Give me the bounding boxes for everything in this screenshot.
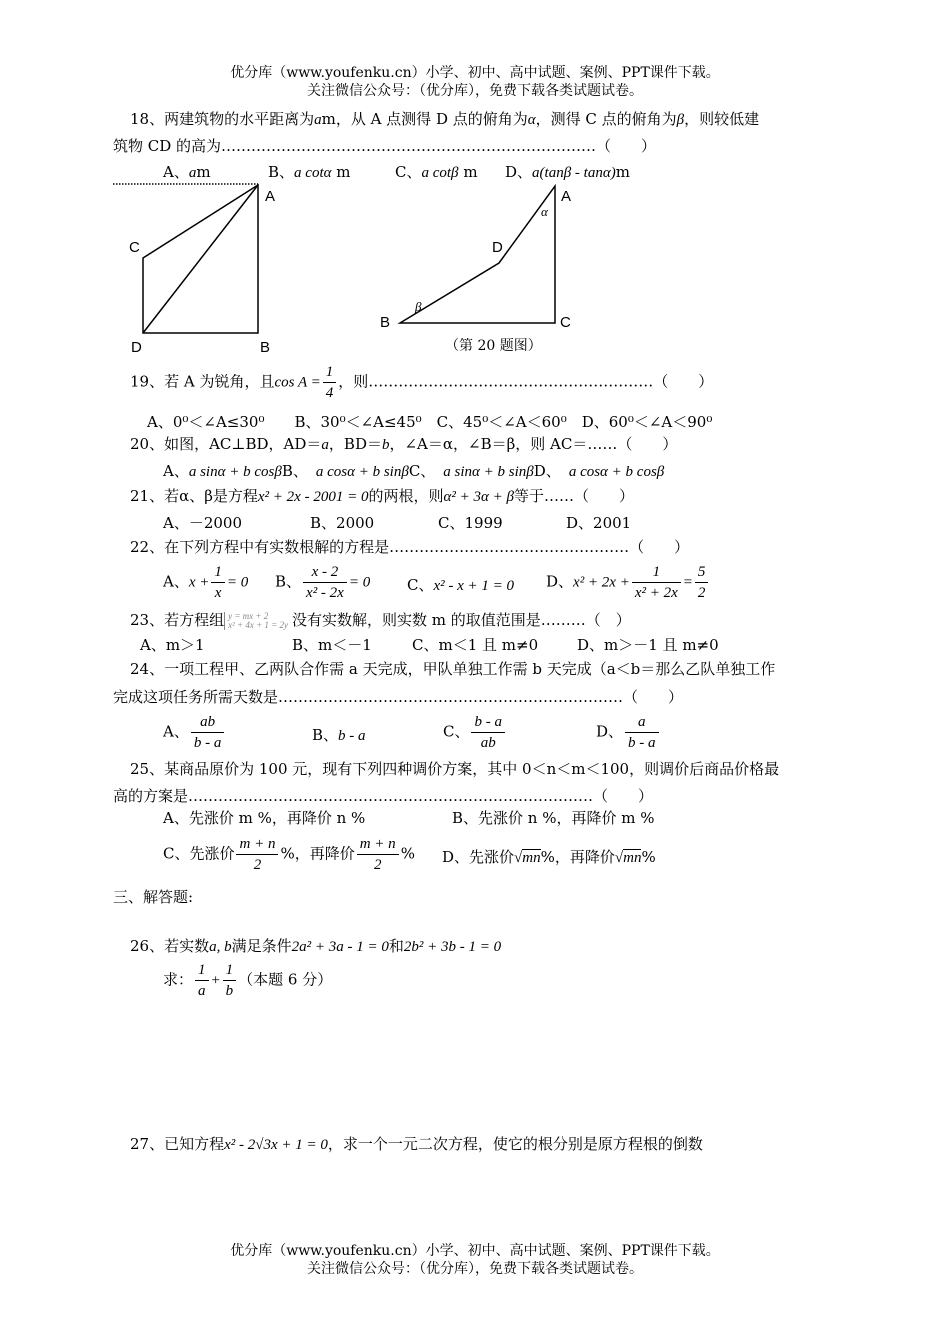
q26-plus: + bbox=[210, 972, 221, 989]
q25-option-a: A、先涨价 m %，再降价 n % bbox=[163, 809, 366, 827]
footer-line-1: 优分库（www.youfenku.cn）小学、初中、高中试题、案例、PPT课件下载。 bbox=[230, 1243, 720, 1259]
q26-ask bbox=[163, 960, 332, 1001]
q27-tail: ，求一个一元二次方程，使它的根分别是原方程根的倒数 bbox=[327, 1135, 703, 1153]
q26-num1: 1 bbox=[195, 960, 209, 981]
q23-system-eq1: y = mx + 2 bbox=[228, 611, 269, 621]
q20-a: a bbox=[321, 437, 329, 453]
q25-option-c-den2: 2 bbox=[373, 857, 382, 873]
question-20 bbox=[130, 433, 677, 454]
q22-option-a-frac bbox=[211, 562, 225, 603]
q23-system bbox=[224, 612, 288, 630]
q22-option-a-pre: x + bbox=[188, 574, 210, 591]
fig18-label-c: C bbox=[129, 239, 140, 256]
fig20-beta: β bbox=[415, 299, 422, 314]
q24-option-c-label: C、 bbox=[443, 722, 470, 741]
q26-score: （本题 6 分） bbox=[238, 970, 333, 989]
q24-option-a-label: A、 bbox=[163, 722, 189, 741]
q24-option-c bbox=[443, 712, 507, 753]
question-23 bbox=[130, 609, 631, 630]
q18-var-a: a bbox=[314, 112, 322, 128]
q26-eq1: 2a² + 3a - 1 = 0 bbox=[291, 939, 389, 955]
q20-option-b-label: B、 bbox=[281, 462, 308, 480]
q24-option-d-den: b - a bbox=[628, 735, 656, 751]
q21-expression: α² + 3α + β bbox=[443, 489, 514, 505]
q25-option-c-num2: m + n bbox=[357, 834, 399, 855]
q20-option-a-value: a sinα + b cosβ bbox=[188, 464, 282, 480]
q20-text: 20、如图，AC⊥BD，AD＝ bbox=[130, 435, 322, 453]
q18-option-b-label: B、 bbox=[268, 163, 295, 181]
q26-and: 和 bbox=[388, 937, 404, 955]
question-24-line-1: 24、一项工程甲、乙两队合作需 a 天完成，甲队单独工作需 b 天完成（a＜b＝那么乙队单独工作 bbox=[130, 660, 776, 678]
fig20-label-a: A bbox=[561, 188, 572, 205]
q22-option-a-post: = 0 bbox=[226, 574, 249, 591]
q25-option-c-mid: %，再降价 bbox=[280, 844, 355, 863]
q21-text: 21、若α、β是方程 bbox=[130, 487, 258, 505]
q24-option-b-label: B、 bbox=[312, 726, 339, 744]
fig18-label-d: D bbox=[131, 339, 142, 356]
q26-mid: 满足条件 bbox=[231, 937, 292, 955]
question-27 bbox=[130, 1133, 703, 1154]
header-line-2: 关注微信公众号：（优分库），免费下载各类试题试卷。 bbox=[307, 83, 643, 99]
q22-option-b-num: x - 2 bbox=[303, 562, 347, 583]
q24-option-d bbox=[596, 712, 661, 753]
q21-equation: x² + 2x - 2001 = 0 bbox=[257, 489, 369, 505]
q27-text: 27、已知方程 bbox=[130, 1135, 225, 1153]
q26-den1: a bbox=[198, 983, 206, 999]
q22-option-d-pre: x² + 2x + bbox=[573, 574, 630, 591]
q25-option-d-sqrt2: mn bbox=[623, 850, 642, 866]
fig20-label-d: D bbox=[492, 239, 503, 256]
q24-option-c-frac bbox=[471, 712, 505, 753]
q22-option-d-den: x² + 2x bbox=[634, 585, 678, 601]
q25-option-d-sqrt: mn bbox=[522, 850, 541, 866]
q26-eq2: 2b² + 3b - 1 = 0 bbox=[403, 939, 502, 955]
fig18-label-a: A bbox=[265, 188, 276, 205]
q18-text: 18、两建筑物的水平距离为 bbox=[130, 110, 315, 128]
q24-option-a bbox=[163, 712, 226, 753]
q19-num: 1 bbox=[323, 362, 337, 383]
q18-option-a-label: A、 bbox=[163, 163, 189, 181]
q20-tail: ，∠A＝α，∠B＝β，则 AC＝……（ ） bbox=[389, 435, 678, 453]
q20-option-c-label: C、 bbox=[408, 462, 436, 480]
q25-option-b: B、先涨价 n %，再降价 m % bbox=[452, 809, 655, 827]
question-24-line-2: 完成这项任务所需天数是……………………………………………………………（ ） bbox=[113, 688, 684, 706]
question-18-line-1 bbox=[130, 108, 759, 129]
q26-num2: 1 bbox=[223, 960, 237, 981]
q18-beta: β bbox=[676, 112, 685, 128]
q26-ask-label: 求： bbox=[163, 970, 194, 989]
q21-option-b: B、2000 bbox=[310, 514, 375, 532]
q22-option-a-den: x bbox=[214, 585, 222, 601]
q25-option-c-den: 2 bbox=[253, 857, 262, 873]
q18-text-d: ，则较低建 bbox=[684, 110, 760, 128]
question-21 bbox=[130, 485, 634, 506]
q20-option-d-label: D、 bbox=[533, 462, 561, 480]
q27-equation: x² - 2√3x + 1 = 0 bbox=[224, 1137, 328, 1153]
q23-tail: 没有实数解，则实数 m 的取值范围是………（ ） bbox=[292, 611, 631, 629]
q22-option-d bbox=[546, 562, 710, 603]
footer-line-2: 关注微信公众号：（优分库），免费下载各类试题试卷。 bbox=[307, 1261, 643, 1277]
q23-option-c: C、m＜1 且 m≠0 bbox=[412, 636, 539, 654]
q18-option-d-value: a(tanβ - tanα) bbox=[532, 165, 616, 181]
q21-option-d: D、2001 bbox=[566, 514, 632, 532]
section-3-title: 三、解答题: bbox=[113, 888, 194, 906]
q25-option-c-frac bbox=[236, 834, 278, 875]
q21-option-a: A、－2000 bbox=[163, 514, 243, 532]
q25-option-c-post: % bbox=[400, 844, 415, 863]
q22-option-a-label: A、 bbox=[163, 572, 189, 591]
q24-option-d-frac bbox=[625, 712, 659, 753]
fig20-caption: （第 20 题图） bbox=[445, 338, 542, 354]
q24-option-d-num: a bbox=[625, 712, 659, 733]
q24-option-a-den: b - a bbox=[193, 735, 222, 751]
q25-option-d-mid: %，再降价 bbox=[540, 848, 615, 866]
q22-option-c-value: x² - x + 1 = 0 bbox=[433, 578, 515, 594]
q21-tail: 等于……（ ） bbox=[513, 487, 634, 505]
question-25-line-2: 高的方案是………………………………………………………………………（ ） bbox=[113, 787, 654, 805]
q20-option-a-label: A、 bbox=[163, 462, 189, 480]
q24-option-c-num: b - a bbox=[471, 712, 505, 733]
q22-option-d-den2: 2 bbox=[697, 585, 706, 601]
fig18-diagonal bbox=[143, 185, 258, 333]
q25-option-c-frac2 bbox=[357, 834, 399, 875]
q26-den2: b bbox=[225, 983, 234, 999]
q18-option-c-unit: m bbox=[463, 163, 478, 181]
q26-text: 26、若实数 bbox=[130, 937, 210, 955]
header-line-1: 优分库（www.youfenku.cn）小学、初中、高中试题、案例、PPT课件下载。 bbox=[230, 65, 720, 81]
fig18-label-b: B bbox=[260, 339, 271, 356]
q22-option-d-frac bbox=[632, 562, 681, 603]
q19-text: 19、若 A 为锐角，且 bbox=[130, 372, 275, 391]
q21-option-c: C、1999 bbox=[438, 514, 503, 532]
q19-options: A、0⁰＜∠A≤30⁰ B、30⁰＜∠A≤45⁰ C、45⁰＜∠A＜60⁰ D、60⁰＜∠A＜90⁰ bbox=[147, 413, 713, 431]
q22-option-b-label: B、 bbox=[275, 572, 302, 591]
q25-option-c-pre: C、先涨价 bbox=[163, 844, 235, 863]
q22-option-d-num: 1 bbox=[632, 562, 681, 583]
fig20-label-c: C bbox=[560, 314, 571, 331]
q20-option-d-value: a cosα + b cosβ bbox=[568, 464, 665, 480]
q18-option-d-label: D、 bbox=[505, 163, 533, 181]
q20-mid: ，BD＝ bbox=[328, 435, 382, 453]
q18-option-b-unit: m bbox=[336, 163, 351, 181]
q19-cos: cos A = bbox=[274, 374, 321, 391]
fig20-alpha: α bbox=[541, 204, 548, 219]
q26-frac2 bbox=[223, 960, 237, 1001]
q22-option-a bbox=[163, 562, 248, 603]
q18-text-c: ，测得 C 点的俯角为 bbox=[535, 110, 677, 128]
q22-option-b-post: = 0 bbox=[348, 574, 371, 591]
q24-option-d-label: D、 bbox=[596, 722, 624, 741]
q22-option-d-eq: = bbox=[682, 574, 693, 591]
q24-option-a-num: ab bbox=[191, 712, 225, 733]
question-25-line-1: 25、某商品原价为 100 元，现有下列四种调价方案，其中 0＜n＜m＜100，则调价后商品价格最 bbox=[130, 760, 780, 778]
q24-option-b bbox=[312, 724, 366, 745]
q23-system-eq2: x² + 4x + 1 = 2y bbox=[228, 620, 288, 630]
q20-options bbox=[163, 460, 664, 481]
q18-alpha: α bbox=[527, 112, 536, 128]
question-19 bbox=[130, 362, 713, 403]
q18-text-b: m，从 A 点测得 D 点的俯角为 bbox=[321, 110, 528, 128]
q20-b: b bbox=[381, 437, 390, 453]
question-26 bbox=[130, 935, 501, 956]
q26-frac1 bbox=[195, 960, 209, 1001]
q25-option-d-pre: D、先涨价 bbox=[442, 848, 515, 866]
q18-option-a-value: a bbox=[188, 165, 197, 181]
q21-mid: 的两根，则 bbox=[368, 487, 444, 505]
q22-option-d-frac2 bbox=[695, 562, 709, 603]
q25-option-d-post: % bbox=[641, 848, 656, 866]
q18-option-c-value: a cotβ bbox=[421, 165, 459, 181]
q23-option-b: B、m＜－1 bbox=[292, 636, 372, 654]
q26-vars: a, b bbox=[209, 939, 232, 955]
question-18-line-2: 筑物 CD 的高为…………………………………………………………………（ ） bbox=[113, 137, 657, 155]
q22-option-c-label: C、 bbox=[407, 576, 434, 594]
q25-option-d: D、先涨价√mn%，再降价√mn% bbox=[442, 848, 656, 866]
q23-option-a: A、m＞1 bbox=[140, 636, 205, 654]
q22-option-c bbox=[407, 574, 514, 595]
q18-option-c-label: C、 bbox=[395, 163, 422, 181]
figures-svg bbox=[110, 178, 610, 360]
q25-option-c-num: m + n bbox=[236, 834, 278, 855]
q22-option-b-frac bbox=[303, 562, 347, 603]
q22-option-b bbox=[275, 562, 370, 603]
q19-den: 4 bbox=[325, 385, 334, 401]
q18-option-b-value: a cotα bbox=[294, 165, 332, 181]
q18-option-d-unit: m bbox=[615, 163, 630, 181]
q24-option-b-value: b - a bbox=[338, 728, 366, 744]
q23-option-d: D、m＞－1 且 m≠0 bbox=[577, 636, 719, 654]
q23-text: 23、若方程组 bbox=[130, 611, 225, 629]
q20-option-c-value: a sinα + b sinβ bbox=[443, 464, 534, 480]
q24-option-a-frac bbox=[191, 712, 225, 753]
q25-option-c bbox=[163, 834, 415, 875]
fig20-shape bbox=[400, 186, 555, 323]
q18-option-a-unit: m bbox=[196, 163, 211, 181]
q19-fraction bbox=[323, 362, 337, 403]
q22-option-a-num: 1 bbox=[211, 562, 225, 583]
fig20-label-b: B bbox=[380, 314, 391, 331]
q22-option-b-den: x² - 2x bbox=[306, 585, 344, 601]
q22-option-d-num2: 5 bbox=[695, 562, 709, 583]
q19-tail: ，则…………………………………………………（ ） bbox=[338, 372, 714, 391]
q24-option-c-den: ab bbox=[480, 735, 496, 751]
question-22: 22、在下列方程中有实数根解的方程是…………………………………………（ ） bbox=[130, 538, 690, 556]
q22-option-d-label: D、 bbox=[546, 572, 574, 591]
q20-option-b-value: a cosα + b sinβ bbox=[315, 464, 409, 480]
